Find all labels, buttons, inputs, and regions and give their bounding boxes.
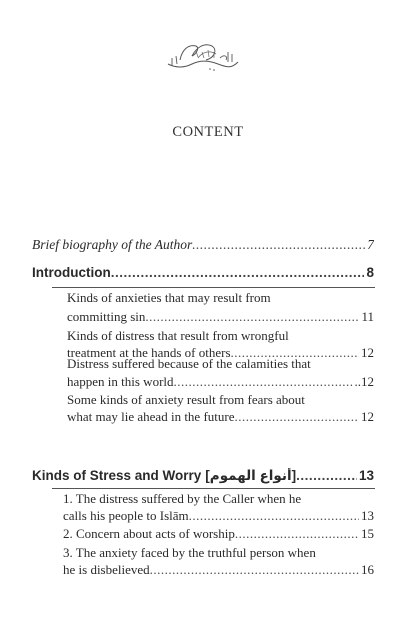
leader-dots <box>145 309 359 325</box>
toc-subentry-page: 13 <box>361 508 374 523</box>
toc-subentry-page: 12 <box>361 409 374 424</box>
toc-subentry-label: he is disbelieved <box>63 562 150 577</box>
leader-dots <box>150 562 359 578</box>
contents-title: CONTENT <box>172 124 244 140</box>
leader-dots <box>111 265 365 280</box>
toc-subentry-line: 3. The anxiety faced by the truthful person when <box>63 545 316 560</box>
toc-subentry-label: 2. Concern about acts of worship <box>63 526 235 541</box>
leader-dots <box>189 508 359 524</box>
toc-subentry-future-fears[interactable] <box>67 409 374 425</box>
toc-subentry-page: 12 <box>361 345 374 360</box>
toc-subentry-page: 11 <box>361 309 374 324</box>
toc-section-label: Introduction <box>32 265 111 280</box>
toc-subentry-calamities[interactable] <box>67 374 374 390</box>
toc-subentry-worship-concern[interactable] <box>63 526 374 542</box>
section-rule <box>52 287 375 288</box>
leader-dots <box>192 237 365 253</box>
toc-subentry-label: what may lie ahead in the future <box>67 409 235 424</box>
toc-subentry-label: treatment at the hands of others <box>67 345 231 360</box>
toc-subentry-page: 16 <box>361 562 374 577</box>
toc-entry-biography[interactable] <box>32 237 374 253</box>
toc-section-introduction[interactable] <box>32 265 374 280</box>
leader-dots <box>296 468 357 483</box>
toc-entry-label: Brief biography of the Author <box>32 237 193 252</box>
toc-subentry-line: Distress suffered because of the calamities that <box>67 356 311 371</box>
toc-subentry-line: Kinds of anxieties that may result from <box>67 290 271 305</box>
leader-dots <box>235 409 360 425</box>
leader-dots <box>174 374 353 390</box>
toc-subentry-label: happen in this world <box>67 374 174 389</box>
toc-subentry-sin[interactable] <box>67 309 374 325</box>
arabic-heading: [أنواع الهموم] <box>205 468 297 483</box>
leader-dots <box>235 526 359 542</box>
toc-subentry-line: 1. The distress suffered by the Caller when he <box>63 491 302 506</box>
toc-subentry-line: Some kinds of anxiety result from fears about <box>67 392 305 407</box>
toc-subentry-page: 15 <box>361 526 374 541</box>
toc-subentry-page: ..12 <box>354 374 374 389</box>
section-rule <box>52 488 375 489</box>
toc-subentry-line: Kinds of distress that result from wrongful <box>67 328 289 343</box>
basmala-calligraphy-ornament <box>162 38 242 78</box>
toc-subentry-caller-distress[interactable] <box>63 508 374 524</box>
toc-subentry-truthful-disbelieved[interactable] <box>63 562 374 578</box>
toc-entry-page: 7 <box>367 237 374 252</box>
toc-subentry-label: calls his people to Islām <box>63 508 189 523</box>
toc-section-label: Kinds of Stress and Worry <box>32 468 202 483</box>
toc-subentry-label: committing sin <box>67 309 146 324</box>
toc-section-stress-and-worry[interactable] <box>32 468 374 484</box>
toc-section-page: 8 <box>366 265 374 280</box>
toc-section-page: 13 <box>358 468 374 483</box>
